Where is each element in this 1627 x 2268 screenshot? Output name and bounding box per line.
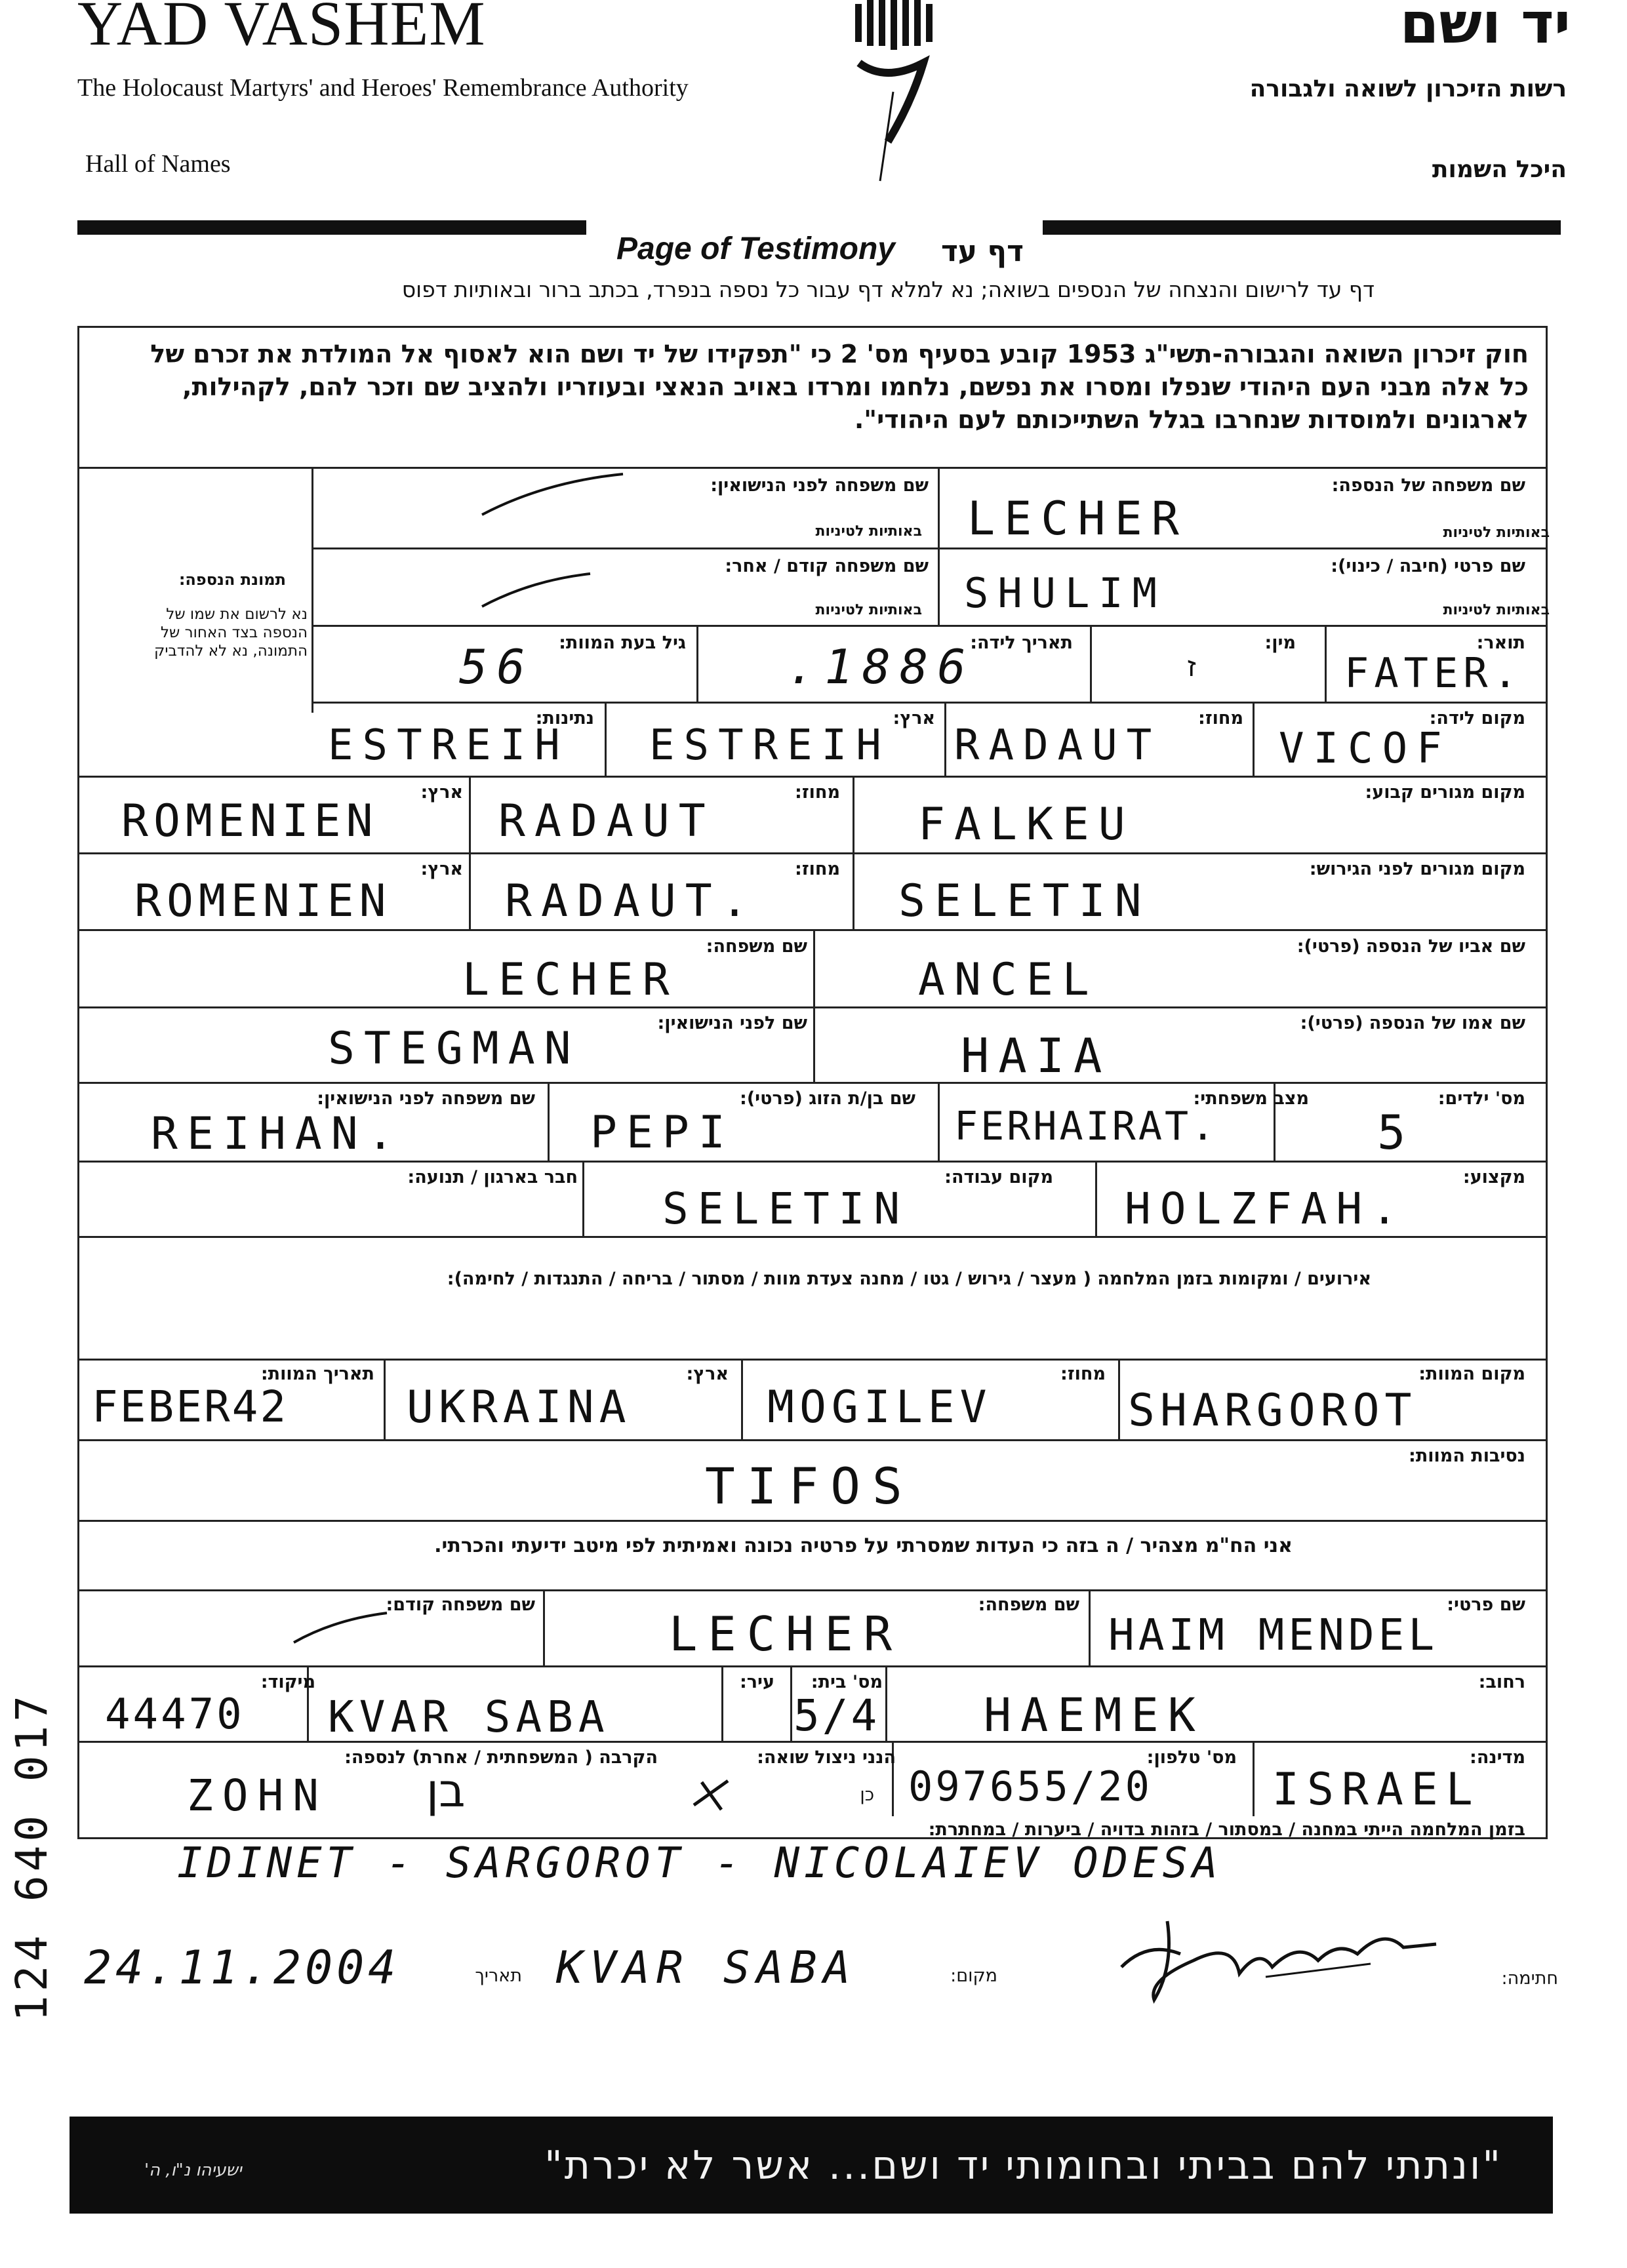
maiden-name-dash [479,469,630,521]
label-maiden-name: שם משפחה לפני הנישואין: [710,475,929,496]
pre-country-value[interactable]: ROMENIEN [134,875,392,927]
org-name-he: יד ושם [1399,0,1571,56]
label-death-place: מקום המוות: [1418,1364,1525,1384]
first-name-value[interactable]: SHULIM [964,569,1166,617]
label-death-country: ארץ: [686,1364,729,1384]
footer-source: ישעיהו נ"ו, ה' [144,2160,242,2180]
zip-value[interactable]: 44470 [105,1690,245,1739]
marital-value[interactable]: FERHAIRAT. [954,1104,1218,1149]
label-title: תואר: [1476,633,1525,653]
label-gender: מין: [1264,633,1296,653]
label-city: עיר: [740,1672,774,1692]
org-subtitle-he: רשות הזיכרון לשואה ולגבורה [1249,75,1567,102]
phone-value[interactable]: 097655/20 [908,1762,1152,1810]
label-mother: שם אמו של הנספה (פרטי): [1300,1013,1525,1033]
title-bar-left [77,220,586,235]
death-date-value[interactable]: FEBER42 [92,1382,289,1432]
father-last-value[interactable]: LECHER [462,954,679,1006]
label-spouse-maiden: שם משפחה לפני הנישואין: [317,1088,535,1109]
relation-value[interactable]: ZOHN [187,1770,328,1821]
pre-place-value[interactable]: SELETIN [898,875,1151,927]
victim-last-name-value[interactable]: LECHER [967,492,1188,546]
prev-last-name-dash [479,570,597,610]
label-state: מדינה: [1470,1747,1525,1768]
submitter-prev-dash [289,1606,393,1646]
page-title-en: Page of Testimony [616,231,895,266]
label-spouse: שם בן/ת הזוג (פרטי): [740,1088,915,1109]
workplace-value[interactable]: SELETIN [662,1184,910,1234]
page-title-he: דף עד [940,235,1024,268]
submitter-first-value[interactable]: HAIM MENDEL [1108,1610,1439,1660]
label-birth-region: מחוז: [1198,708,1243,728]
label-profession: מקצוע: [1462,1167,1525,1187]
residence-place-value[interactable]: FALKEU [918,799,1135,850]
house-value[interactable]: 5/4 [793,1690,880,1741]
label-victim-last-name: שם משפחה של הנספה: [1331,475,1525,496]
spouse-first-value[interactable]: PEPI [590,1107,734,1159]
label-residence-pre: מקום מגורים לפני הגירוש: [1309,859,1525,879]
label-residence-region: מחוז: [795,782,840,803]
label-submitter-wartime: בזמן המלחמה הייתי במחנה / במסתור / בזהות בדויה / ביערות / במחתרת: [928,1820,1525,1840]
label-marital: מצב משפחתי: [1193,1088,1309,1109]
label-submitter-last: שם משפחה: [978,1595,1079,1615]
yad-vashem-logo [846,0,944,184]
label-children: מס' ילדים: [1437,1088,1525,1109]
label-workplace: מקום עבודה: [944,1167,1053,1187]
instructions-he: דף עד לרישום והנצחה של הנספים בשואה; נא למלא דף עבור כל נספה בנפרד, בכתב ברור ובאותיות דפוס [401,277,1375,302]
label-street: רחוב: [1478,1672,1525,1692]
birth-place-value[interactable]: VICOF [1279,725,1451,773]
label-latin-letters: באותיות לטיניות [815,602,922,618]
label-death-region: מחוז: [1060,1364,1106,1384]
margin-number: 124 640 017 [7,1692,57,2022]
label-death-date: תאריך המוות: [260,1364,374,1384]
submitter-last-value[interactable]: LECHER [669,1606,903,1661]
photo-box-text2: הנספה בצד האחור של [160,624,308,641]
gender-value[interactable]: ז [1184,652,1209,683]
label-member-org: חבר בארגון / תנועה: [407,1167,578,1187]
citizenship-value[interactable]: ESTREIH [328,721,569,770]
state-value[interactable]: ISRAEL [1272,1764,1481,1816]
org-subtitle-en: The Holocaust Martyrs' and Heroes' Remembrance Authority [77,74,689,102]
label-age-at-death: גיל בעת המוות: [559,633,686,653]
label-latin-letters: באותיות לטיניות [815,523,922,540]
label-relation: הקרבה ( המשפחתית / אחרת) לנספה: [344,1747,658,1768]
law-text-line3: לארגונים ולמוסדות שנחרבו בגלל השתייכותם לעם היהודי". [854,405,1529,434]
street-value[interactable]: HAEMEK [984,1688,1205,1742]
photo-box-title: תמונת הנספה: [178,570,286,589]
death-country-value[interactable]: UKRAINA [407,1382,632,1433]
title-value[interactable]: FATER. [1344,649,1523,697]
label-zip: מיקוד: [260,1672,315,1692]
city-value[interactable]: KVAR SABA [328,1692,610,1742]
label-signature: חתימה: [1501,1968,1558,1989]
label-pre-region: מחוז: [795,859,840,879]
law-text-line2: כל אלה מבני העם היהודי שנפלו ומסרו את נפשם, נלחמו ומרדו באויב הנאצי ובעוזריו ולהציב שם וזכר להם, לקהילות, [182,372,1529,401]
org-name-en: YAD VASHEM [77,0,486,58]
hall-of-names-en: Hall of Names [85,150,231,178]
birth-region-value[interactable]: RADAUT [954,721,1161,770]
mother-maiden-value[interactable]: STEGMAN [328,1023,580,1075]
label-birth-place: מקום לידה: [1429,708,1525,728]
label-mother-maiden: שם לפני הנישואין: [657,1013,807,1033]
profession-value[interactable]: HOLZFAH. [1125,1184,1407,1234]
age-at-death-value[interactable]: 56 [459,639,534,694]
place-value[interactable]: KVAR SABA [556,1942,857,1994]
label-house: מס' בית: [811,1672,883,1692]
father-first-value[interactable]: ANCEL [918,954,1098,1006]
label-survivor: הנני ניצול שואה: [757,1747,896,1768]
photo-box-text1: נא לרשום את שמו של [166,606,308,623]
label-submitter-first: שם פרטי: [1447,1595,1525,1615]
spouse-maiden-value[interactable]: REIHAN. [151,1108,403,1160]
signature-mark[interactable] [1108,1915,1449,2006]
label-birth-country: ארץ: [893,708,935,728]
label-first-name: שם פרטי (חיבה / כינוי): [1331,556,1525,576]
label-death-cause: נסיבות המוות: [1409,1446,1525,1466]
label-date: תאריך [475,1966,522,1986]
survivor-check-mark[interactable] [689,1776,734,1815]
date-value[interactable]: 24.11.2004 [84,1941,400,1995]
pre-region-value[interactable]: RADAUT. [505,875,757,927]
death-place-value[interactable]: SHARGOROT [1128,1385,1417,1437]
death-region-value[interactable]: MOGILEV [767,1382,992,1433]
label-latin-letters: באותיות לטיניות [1443,525,1550,541]
label-wartime-events: אירועים / ומקומות בזמן המלחמה ( מעצר / גירוש / גטו / מחנה צעדת מוות / מסתור / בריחה / התנגדות / לחימה): [447,1269,1371,1289]
mother-first-value[interactable]: HAIA [961,1028,1112,1083]
label-pre-country: ארץ: [420,859,463,879]
residence-country-value[interactable]: ROMENIEN [121,795,378,847]
birth-country-value[interactable]: ESTREIH [649,721,891,770]
label-father-family: שם משפחה: [706,936,807,957]
children-value[interactable]: 5 [1377,1105,1415,1160]
hall-of-names-he: היכל השמות [1432,156,1567,183]
relation-he-value[interactable]: בן [426,1764,466,1818]
dob-value[interactable]: .1886 [787,639,975,694]
survivor-yes-label: כן [860,1785,874,1805]
label-submitter-prev: שם משפחה קודם: [386,1595,535,1615]
label-residence-country: ארץ: [420,782,463,803]
label-prev-last-name: שם משפחה קודם / אחר: [725,556,929,576]
footer-quote: "ונתתי להם בביתי ובחומותי יד ושם... אשר לא יכרת" [544,2143,1502,2189]
photo-box-text3: התמונה, נא לא להדביק [154,643,308,660]
label-phone: מס' טלפון: [1146,1747,1237,1768]
label-latin-letters: באותיות לטיניות [1443,602,1550,618]
law-text-line1: חוק זיכרון השואה והגבורה-תשי"ג 1953 קובע בסעיף מס' 2 כי "תפקידו של יד ושם הוא לאסוף אל המולדת את זכרם של [150,340,1529,368]
label-citizenship: נתינות: [535,708,594,728]
residence-region-value[interactable]: RADAUT [498,795,715,847]
declaration-text: אני הח"מ מצהיר / ה בזה כי העדות שמסרתי על פרטיה נכונה ואמיתית לפי מיטב ידיעתי והכרתי. [434,1534,1293,1557]
label-place: מקום: [950,1966,997,1986]
label-father: שם אביו של הנספה (פרטי): [1296,936,1525,957]
death-cause-value[interactable]: TIFOS [705,1457,914,1515]
label-residence: מקום מגורים קבוע: [1365,782,1525,803]
label-dob: תאריך לידה: [970,633,1073,653]
submitter-wartime-value[interactable]: IDINET - SARGOROT - NICOLAIEV ODESA [177,1839,1222,1888]
title-bar-right [1043,220,1561,235]
